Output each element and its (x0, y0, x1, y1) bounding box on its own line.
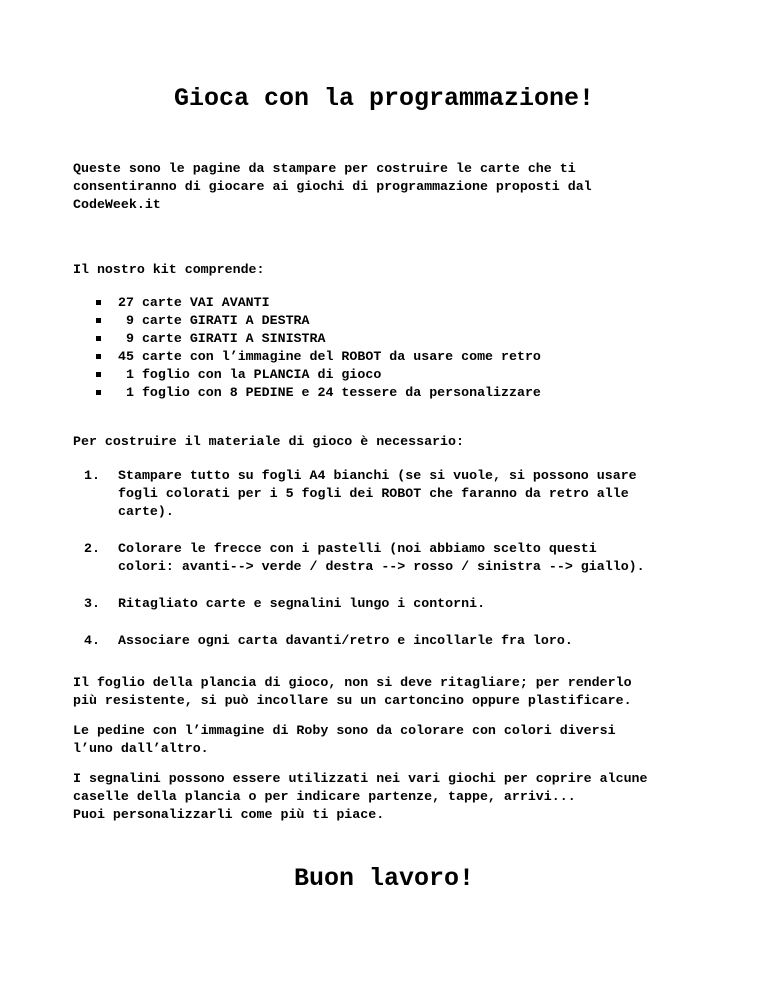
kit-heading: Il nostro kit comprende: (73, 262, 265, 277)
closing-heading: Buon lavoro! (293, 864, 475, 893)
step-number: 1. (84, 468, 100, 483)
page-title: Gioca con la programmazione! (173, 84, 595, 113)
kit-item (96, 330, 541, 348)
square-bullet-icon (96, 336, 101, 341)
step-text: Ritagliato carte e segnalini lungo i contorni. (118, 596, 486, 611)
build-heading: Per costruire il materiale di gioco è necessario: (73, 434, 464, 449)
square-bullet-icon (96, 390, 101, 395)
step-number: 3. (84, 596, 100, 611)
kit-item-text: 1 foglio con la PLANCIA di gioco (118, 367, 382, 382)
kit-item-text: 9 carte GIRATI A DESTRA (118, 313, 310, 328)
step-number: 2. (84, 541, 100, 556)
note-board-paragraph: Il foglio della plancia di gioco, non si deve ritagliare; per renderlo più resistente, si può incollare su un cartoncino oppure plastificare. (73, 675, 632, 708)
square-bullet-icon (96, 300, 101, 305)
kit-list (96, 294, 541, 402)
step-text: Colorare le frecce con i pastelli (noi abbiamo scelto questi colori: avanti--> verde / destra --> rosso / sinistra --> giallo). (118, 541, 645, 574)
note-tokens-paragraph: I segnalini possono essere utilizzati nei vari giochi per coprire alcune caselle della plancia o per indicare partenze, tappe, arrivi... Puoi personalizzarli come più ti piace. (73, 771, 648, 822)
build-steps-list (84, 467, 704, 669)
kit-item-text: 27 carte VAI AVANTI (118, 295, 270, 310)
build-step (84, 632, 704, 650)
kit-item-text: 9 carte GIRATI A SINISTRA (118, 331, 326, 346)
build-step (84, 467, 704, 521)
step-text: Stampare tutto su fogli A4 bianchi (se si vuole, si possono usare fogli colorati per i 5 fogli dei ROBOT che faranno da retro alle carte). (118, 468, 637, 519)
step-text: Associare ogni carta davanti/retro e incollarle fra loro. (118, 633, 573, 648)
step-number: 4. (84, 633, 100, 648)
intro-paragraph: Queste sono le pagine da stampare per costruire le carte che ti consentiranno di giocare ai giochi di programmazione proposti dal CodeWeek.it (73, 161, 592, 212)
kit-item (96, 384, 541, 402)
square-bullet-icon (96, 318, 101, 323)
build-step (84, 595, 704, 613)
kit-item-text: 1 foglio con 8 PEDINE e 24 tessere da personalizzare (118, 385, 541, 400)
kit-item (96, 294, 541, 312)
kit-item-text: 45 carte con l’immagine del ROBOT da usare come retro (118, 349, 541, 364)
note-pawns-paragraph: Le pedine con l’immagine di Roby sono da colorare con colori diversi l’uno dall’altro. (73, 723, 616, 756)
kit-item (96, 348, 541, 366)
kit-item (96, 312, 541, 330)
build-step (84, 540, 704, 576)
square-bullet-icon (96, 372, 101, 377)
square-bullet-icon (96, 354, 101, 359)
kit-item (96, 366, 541, 384)
